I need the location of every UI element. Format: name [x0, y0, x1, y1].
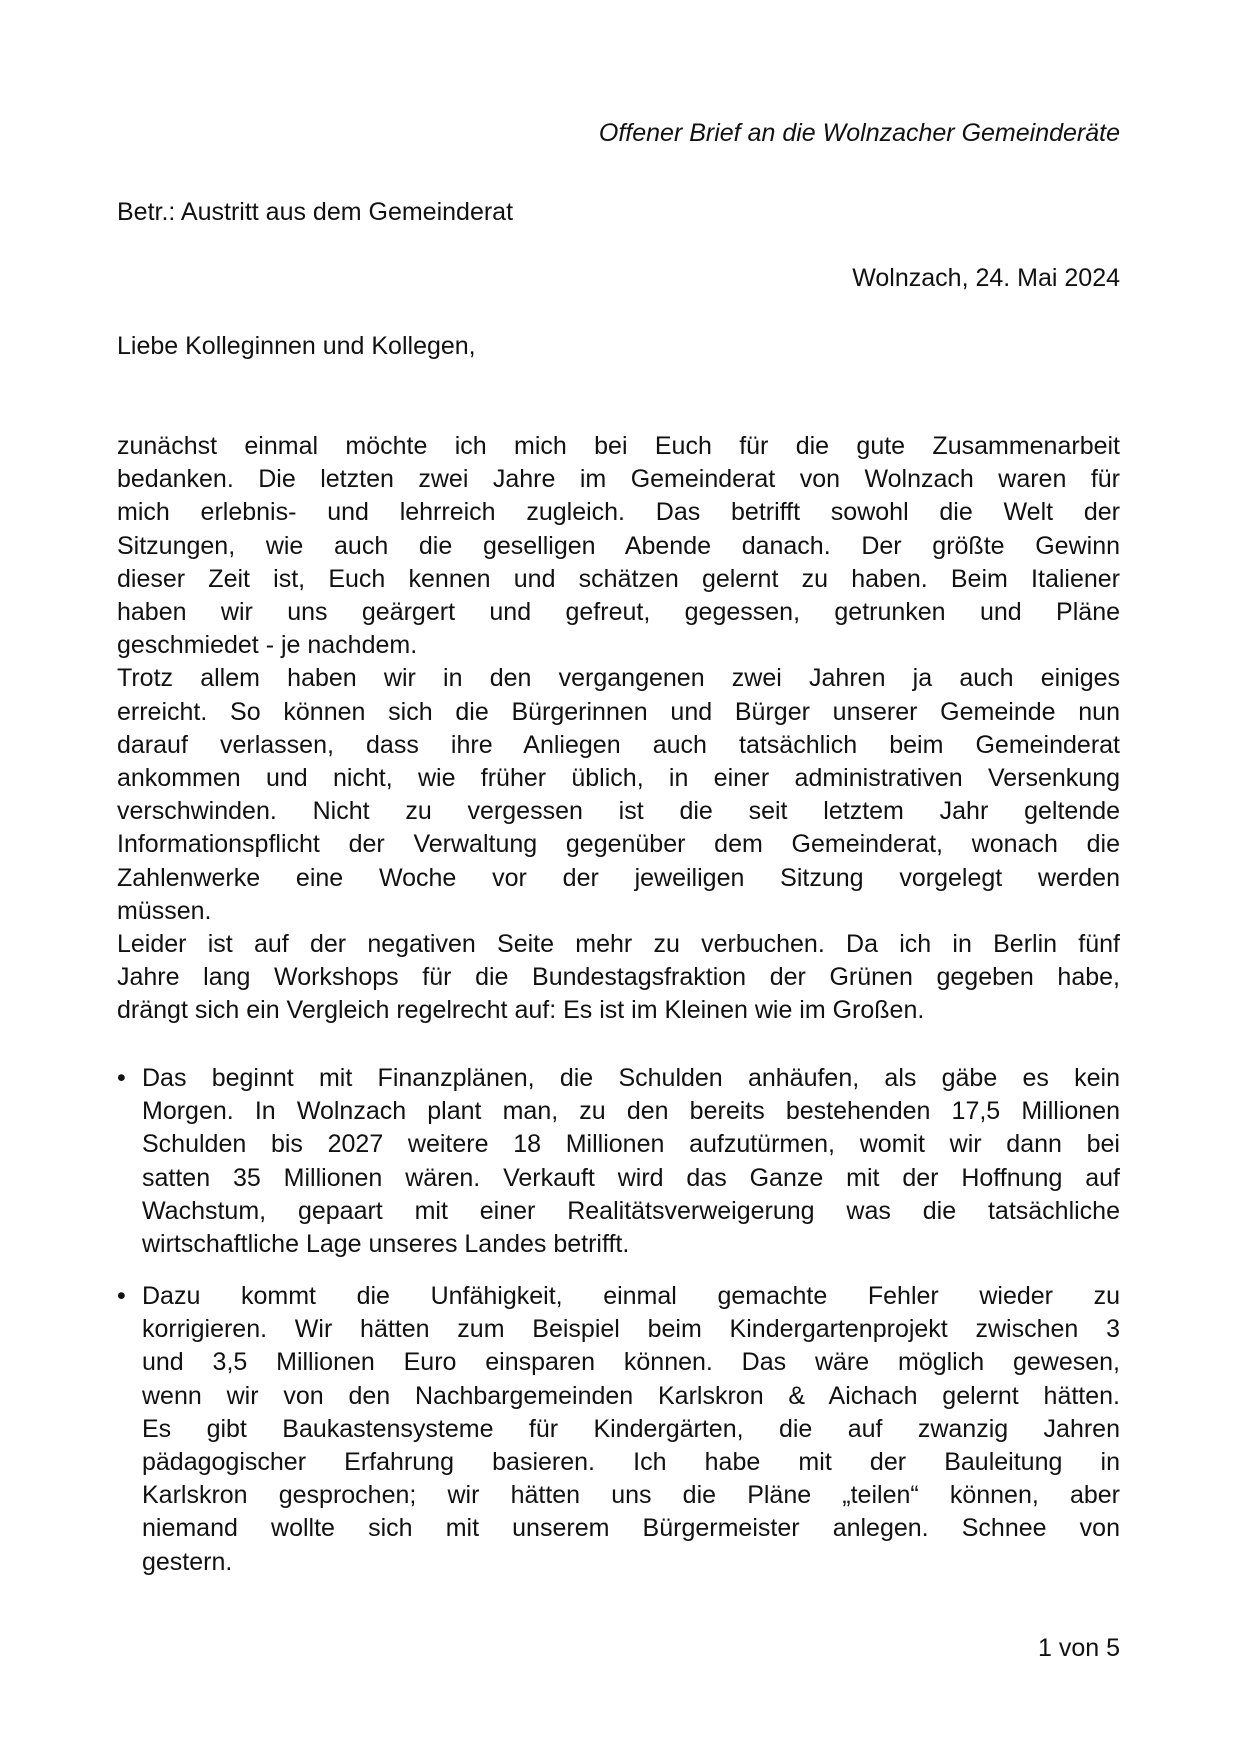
page-number: 1 von 5	[1037, 1634, 1120, 1662]
text-line: müssen.	[117, 896, 212, 925]
text-line: geschmiedet - je nachdem.	[117, 631, 418, 660]
letter-body	[117, 430, 1120, 1028]
text-line: Es gibt Baukastensysteme für Kindergärten, die auf zwanzig Jahren	[142, 1414, 1120, 1443]
subject-line: Betr.: Austritt aus dem Gemeinderat	[117, 198, 514, 226]
text-line: Karlskron gesprochen; wir hätten uns die Pläne „teilen“ können, aber	[142, 1481, 1120, 1510]
bullet-text	[142, 1062, 1120, 1261]
text-line: Leider ist auf der negativen Seite mehr zu verbuchen. Da ich in Berlin fünf	[117, 930, 1120, 959]
text-line: Zahlenwerke eine Woche vor der jeweiligen Sitzung vorgelegt werden	[117, 863, 1120, 892]
text-line: Sitzungen, wie auch die geselligen Abende danach. Der größte Gewinn	[117, 531, 1120, 560]
text-line: drängt sich ein Vergleich regelrecht auf: Es ist im Kleinen wie im Großen.	[117, 996, 925, 1025]
paragraph	[117, 928, 1120, 1028]
text-line: Jahre lang Workshops für die Bundestagsfraktion der Grünen gegeben habe,	[117, 963, 1120, 992]
text-line: Schulden bis 2027 weitere 18 Millionen aufzutürmen, womit wir dann bei	[142, 1130, 1120, 1159]
text-line: wirtschaftliche Lage unseres Landes betrifft.	[142, 1230, 630, 1259]
text-line: Das beginnt mit Finanzplänen, die Schulden anhäufen, als gäbe es kein	[142, 1064, 1120, 1092]
text-line: Trotz allem haben wir in den vergangenen zwei Jahren ja auch einiges	[117, 664, 1120, 693]
text-line: bedanken. Die letzten zwei Jahre im Gemeinderat von Wolnzach waren für	[117, 465, 1120, 494]
place-date: Wolnzach, 24. Mai 2024	[852, 264, 1120, 292]
bullet-item	[117, 1062, 1120, 1261]
bullet-item	[117, 1280, 1120, 1579]
text-line: satten 35 Millionen wären. Verkauft wird das Ganze mit der Hoffnung auf	[142, 1163, 1120, 1192]
bullet-icon: •	[117, 1282, 126, 1310]
text-line: zunächst einmal möchte ich mich bei Euch für die gute Zusammenarbeit	[117, 432, 1120, 460]
text-line: erreicht. So können sich die Bürgerinnen und Bürger unserer Gemeinde nun	[117, 697, 1120, 726]
text-line: korrigieren. Wir hätten zum Beispiel beim Kindergartenprojekt zwischen 3	[142, 1315, 1120, 1344]
bullet-icon: •	[117, 1064, 126, 1092]
text-line: ankommen und nicht, wie früher üblich, in einer administrativen Versenkung	[117, 764, 1120, 793]
text-line: wenn wir von den Nachbargemeinden Karlskron & Aichach gelernt hätten.	[142, 1381, 1120, 1410]
text-line: dieser Zeit ist, Euch kennen und schätzen gelernt zu haben. Beim Italiener	[117, 564, 1120, 593]
bullet-text	[142, 1280, 1120, 1579]
paragraph	[117, 430, 1120, 662]
text-line: Informationspflicht der Verwaltung gegenüber dem Gemeinderat, wonach die	[117, 830, 1120, 859]
text-line: niemand wollte sich mit unserem Bürgermeister anlegen. Schnee von	[142, 1514, 1120, 1543]
text-line: darauf verlassen, dass ihre Anliegen auch tatsächlich beim Gemeinderat	[117, 730, 1120, 759]
text-line: gestern.	[142, 1547, 233, 1576]
text-line: pädagogischer Erfahrung basieren. Ich habe mit der Bauleitung in	[142, 1448, 1120, 1477]
text-line: mich erlebnis- und lehrreich zugleich. Das betrifft sowohl die Welt der	[117, 498, 1120, 527]
text-line: Dazu kommt die Unfähigkeit, einmal gemachte Fehler wieder zu	[142, 1282, 1120, 1310]
text-line: verschwinden. Nicht zu vergessen ist die seit letztem Jahr geltende	[117, 797, 1120, 826]
text-line: Wachstum, gepaart mit einer Realitätsverweigerung was die tatsächliche	[142, 1196, 1120, 1225]
text-line: und 3,5 Millionen Euro einsparen können. Das wäre möglich gewesen,	[142, 1348, 1120, 1377]
letter-header-title: Offener Brief an die Wolnzacher Gemeinderäte	[598, 119, 1120, 147]
paragraph	[117, 662, 1120, 928]
salutation: Liebe Kolleginnen und Kollegen,	[117, 332, 476, 360]
text-line: haben wir uns geärgert und gefreut, gegessen, getrunken und Pläne	[117, 598, 1120, 627]
text-line: Morgen. In Wolnzach plant man, zu den bereits bestehenden 17,5 Millionen	[142, 1097, 1120, 1126]
